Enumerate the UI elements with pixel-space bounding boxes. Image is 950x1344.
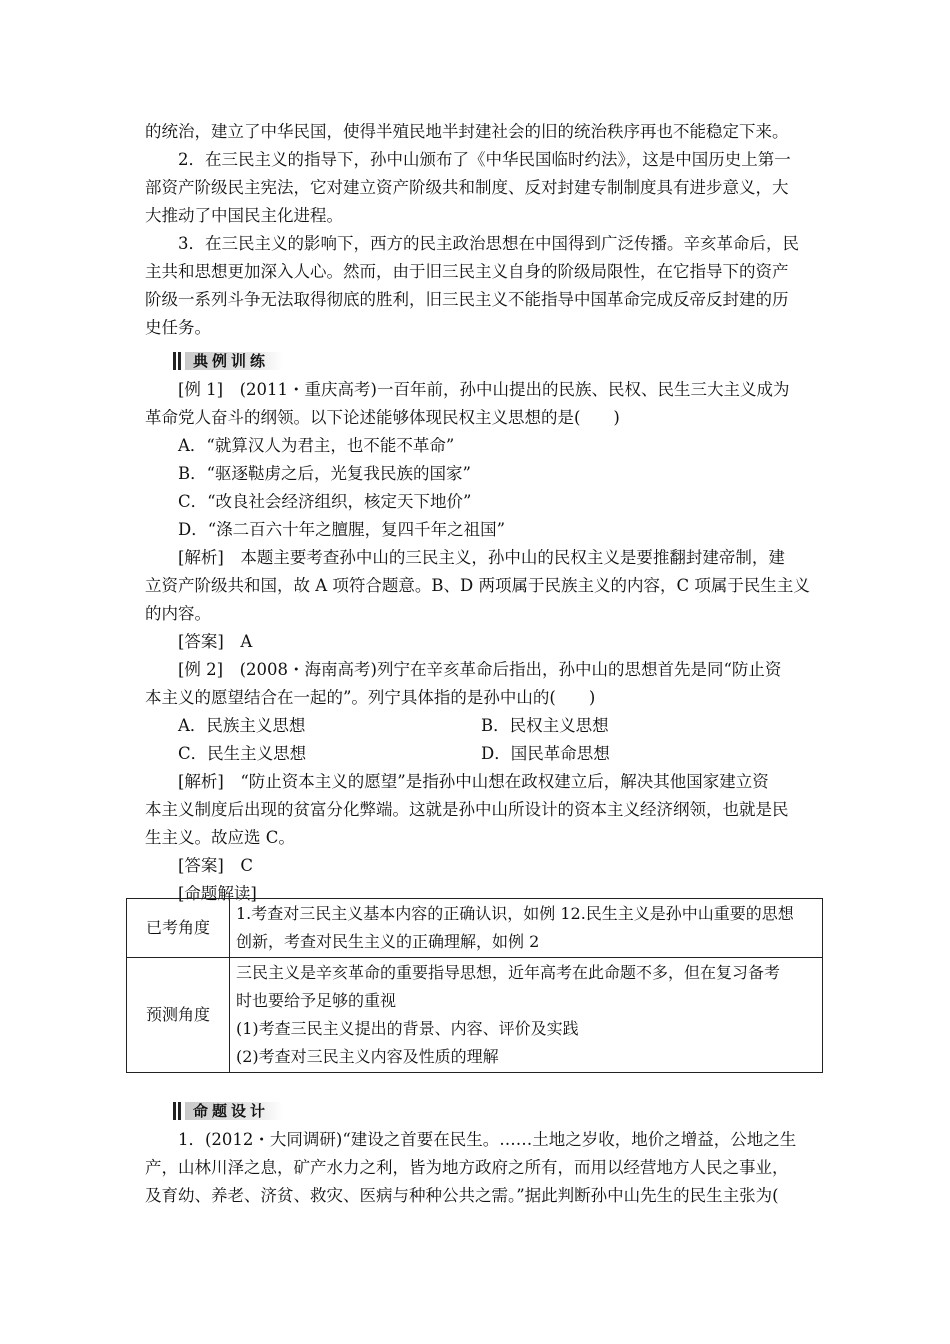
example1-analysis-line1: [解析] 本题主要考查孙中山的三民主义，孙中山的民权主义是要推翻封建帝制，建: [178, 548, 785, 567]
interpretation-label: [命题解读]: [178, 884, 257, 903]
table-row-body: [230, 899, 823, 958]
example2-analysis-line2: 本主义制度后出现的贫富分化弊端。这就是孙中山所设计的资本主义经济纲领，也就是民: [145, 800, 789, 819]
example2-option-d: D．国民革命思想: [481, 744, 610, 763]
example2-stem-line2: 本主义的愿望结合在一起的”。列宁具体指的是孙中山的( ): [145, 688, 596, 707]
question1-line1: 1．(2012・大同调研)“建设之首要在民生。……土地之岁收，地价之增益，公地之生: [178, 1130, 797, 1149]
table-row-head: 已考角度: [127, 899, 230, 958]
table-row: [127, 899, 823, 958]
table-cell-line: 创新，考查对民生主义的正确理解，如例 2: [236, 932, 540, 951]
example2-stem-line1: [例 2] (2008・海南高考)列宁在辛亥革命后指出，孙中山的思想首先是同“防止资: [178, 660, 782, 679]
table-cell-line: (1)考查三民主义提出的背景、内容、评价及实践: [236, 1019, 579, 1038]
example1-stem-line2: 革命党人奋斗的纲领。以下论述能够体现民权主义思想的是( ): [145, 408, 620, 427]
intro-para3-line4: 史任务。: [145, 318, 211, 337]
intro-para2-line2: 部资产阶级民主宪法，它对建立资产阶级共和制度、反对封建专制制度具有进步意义，大: [145, 178, 789, 197]
example2-option-c: C．民生主义思想: [178, 744, 307, 763]
intro-para1-line1: 的统治，建立了中华民国，使得半殖民地半封建社会的旧的统治秩序再也不能稳定下来。: [145, 122, 789, 141]
table-cell-line: (2)考查对三民主义内容及性质的理解: [236, 1047, 499, 1066]
table-row: [127, 958, 823, 1073]
example1-stem-line1: [例 1] (2011・重庆高考)一百年前，孙中山提出的民族、民权、民生三大主义成为: [178, 380, 790, 399]
example1-analysis-line2: 立资产阶级共和国，故 A 项符合题意。B、D 两项属于民族主义的内容，C 项属于民生主义: [145, 576, 810, 595]
example1-option-d: D．“涤二百六十年之膻腥，复四千年之祖国”: [178, 520, 506, 539]
question-section: [145, 1096, 805, 1210]
example2-answer: [答案] C: [178, 856, 253, 875]
example1-answer: [答案] A: [178, 632, 253, 651]
example2-options-row2: [145, 740, 805, 768]
table-cell-line: 三民主义是辛亥革命的重要指导思想，近年高考在此命题不多，但在复习备考: [236, 963, 781, 982]
intro-para2-line1: 2．在三民主义的指导下，孙中山颁布了《中华民国临时约法》，这是中国历史上第一: [178, 150, 791, 169]
example2-option-a: A．民族主义思想: [178, 716, 306, 735]
table-cell-line: 1.考查对三民主义基本内容的正确认识，如例 12.民生主义是孙中山重要的思想: [236, 904, 794, 923]
intro-para2-line3: 大推动了中国民主化进程。: [145, 206, 343, 225]
question1-line2: 产，山林川泽之息，矿产水力之利，皆为地方政府之所有，而用以经营地方人民之事业，: [145, 1158, 789, 1177]
table-row-head: 预测角度: [127, 958, 230, 1073]
section-title: 典例训练: [185, 352, 283, 370]
table-cell-line: 时也要给予足够的重视: [236, 991, 397, 1010]
section-header-typical-examples: [173, 346, 805, 376]
section-title: 命题设计: [185, 1102, 283, 1120]
document-page: [145, 118, 810, 908]
example2-options-row1: [145, 712, 805, 740]
question1-line3: 及育幼、养老、济贫、救灾、医病与种种公共之需。”据此判断孙中山先生的民生主张为(: [145, 1186, 779, 1205]
intro-para3-line1: 3．在三民主义的影响下，西方的民主政治思想在中国得到广泛传播。辛亥革命后，民: [178, 234, 799, 253]
interpretation-table: [126, 898, 823, 1073]
example2-option-b: B．民权主义思想: [481, 716, 609, 735]
section-bars-icon: [173, 1102, 181, 1120]
table-row-body: [230, 958, 823, 1073]
intro-para3-line3: 阶级一系列斗争无法取得彻底的胜利，旧三民主义不能指导中国革命完成反帝反封建的历: [145, 290, 789, 309]
example2-analysis-line3: 生主义。故应选 C。: [145, 828, 295, 847]
intro-para3-line2: 主共和思想更加深入人心。然而，由于旧三民主义自身的阶级局限性，在它指导下的资产: [145, 262, 789, 281]
section-bars-icon: [173, 352, 181, 370]
example1-option-c: C．“改良社会经济组织，核定天下地价”: [178, 492, 472, 511]
example1-analysis-line3: 的内容。: [145, 604, 211, 623]
example2-analysis-line1: [解析] “防止资本主义的愿望”是指孙中山想在政权建立后，解决其他国家建立资: [178, 772, 769, 791]
example1-option-b: B．“驱逐鞑虏之后，光复我民族的国家”: [178, 464, 471, 483]
section-header-question-design: [173, 1096, 805, 1126]
example1-option-a: A．“就算汉人为君主，也不能不革命”: [178, 436, 455, 455]
